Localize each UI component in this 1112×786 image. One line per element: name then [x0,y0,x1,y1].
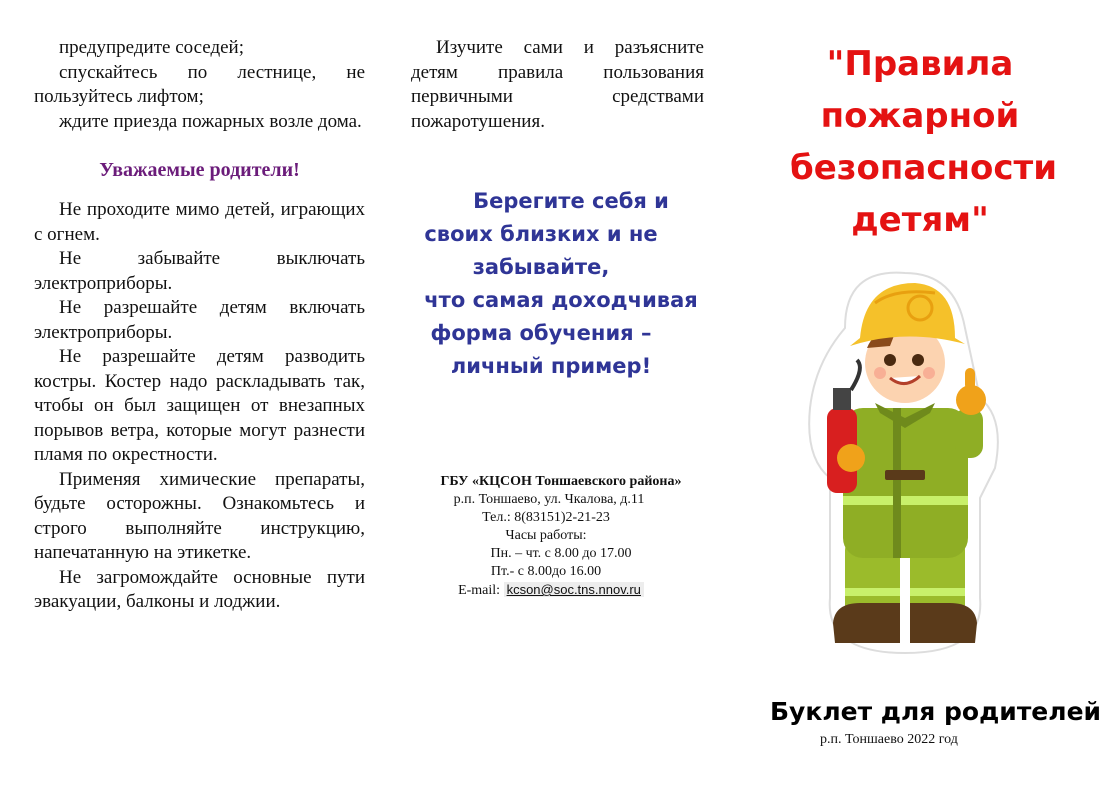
phone: Тел.: 8(83151)2-21-23 [482,510,610,525]
parents-heading: Уважаемые родители! [99,159,300,181]
slogan [411,185,711,383]
instruction-line: спускайтесь по лестнице, не пользуйтесь лифтом; [34,61,365,107]
left-column [34,36,365,615]
slogan-line: Берегите себя и [473,189,669,213]
slogan-line: что самая доходчивая [424,288,698,312]
title-line: пожарной [820,96,1020,136]
hours-friday: Пт.- с 8.00до 16.00 [490,564,602,579]
advice-paragraph: Применяя химические препараты, будьте осторожны. Ознакомьтесь и строго выполняйте инструкцию, напечатанную на этикетке. [34,468,365,563]
address: р.п. Тоншаево, ул. Чкалова, д.11 [453,492,645,507]
advice-paragraph: Не загромождайте основные пути эвакуации, балконы и лоджии. [34,566,365,612]
booklet-label: Буклет для родителей [770,697,1102,726]
title-line: безопасности [790,148,1058,188]
hours-label: Часы работы: [505,528,587,543]
booklet-title [790,38,1058,246]
advice-paragraph: Не проходите мимо детей, играющих с огнем. [34,199,365,245]
instruction-line: ждите приезда пожарных возле дома. [59,110,362,132]
organization-name: ГБУ «КЦСОН Тоншаевского района» [440,474,682,489]
title-line: детям" [851,200,989,240]
email-link[interactable]: kcson@soc.tns.nnov.ru [504,582,644,597]
middle-column [411,36,704,134]
advice-paragraph: Не забывайте выключать электроприборы. [34,248,365,294]
hours-weekdays: Пн. – чт. с 8.00 до 17.00 [490,546,632,561]
slogan-line: личный пример! [450,354,652,378]
slogan-line: своих близких и не [424,222,658,246]
child-firefighter-illustration [805,268,1005,658]
instruction-line: предупредите соседей; [59,37,244,58]
title-line: "Правила [826,44,1014,84]
contact-block [411,473,711,600]
extinguisher-intro: Изучите сами и разъясните детям правила пользования первичными средствами пожаротушения. [411,37,704,132]
email-row [391,581,711,600]
place-year: р.п. Тоншаево 2022 год [820,732,958,747]
child-firefighter-with-extinguisher-icon [805,268,1005,658]
slogan-line: форма обучения – [430,321,652,345]
email-label: E-mail: [458,583,501,598]
advice-paragraph: Не разрешайте детям разводить костры. Костер надо раскладывать так, чтобы он был защищен от внезапных порывов ветра, которые могут разнести пламя по окрестности. [34,346,365,465]
slogan-line: забывайте, [472,255,610,279]
advice-paragraph: Не разрешайте детям включать электроприборы. [34,297,365,343]
